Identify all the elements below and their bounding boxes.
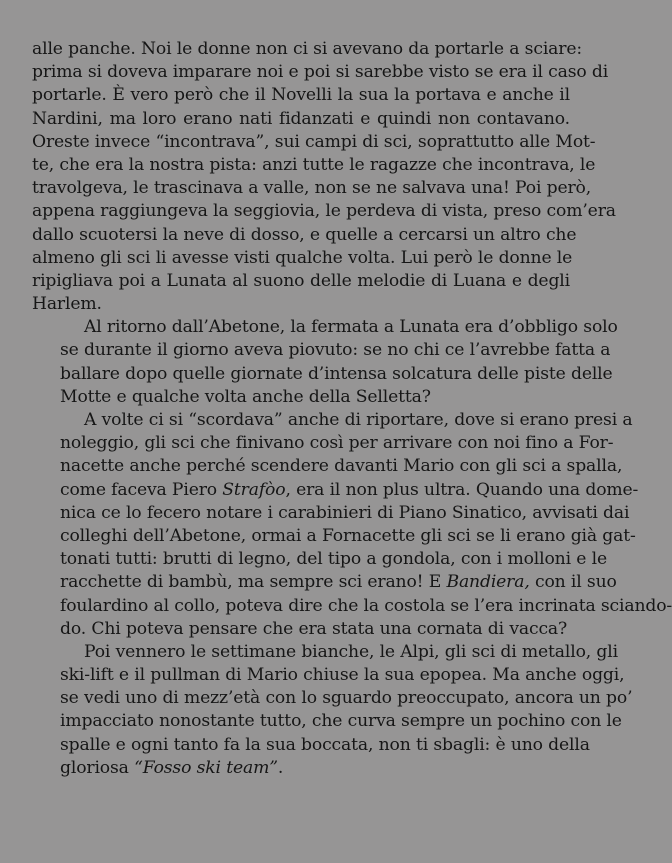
- text-run: colleghi dell’Abetone, ormai a Fornacette gli sci se li erano già gat-: [60, 525, 636, 546]
- text-run: foulardino al collo, poteva dire che la costola se l’era incrinata sciando-: [60, 595, 672, 616]
- text-run: nica ce lo fecero notare i carabinieri di Piano Sinatico, avvisati dai: [60, 502, 630, 523]
- text-run: Harlem.: [32, 294, 102, 315]
- text-line: [32, 432, 614, 455]
- text-run: nacette anche perché scendere davanti Mario con gli sci a spalla,: [60, 456, 623, 477]
- text-line: [32, 618, 570, 641]
- text-line: [32, 710, 622, 733]
- text-line: [32, 131, 596, 154]
- text-run: racchette di bambù, ma sempre sci erano! E: [60, 572, 447, 593]
- text-run: portarle. È vero però che il Novelli la sua la portava e anche il: [32, 85, 570, 106]
- text-line: [32, 224, 577, 247]
- text-line: [32, 595, 672, 618]
- text-run: appena raggiungeva la seggiovia, le perdeva di vista, preso com’era: [32, 201, 616, 222]
- text-line: [32, 525, 636, 548]
- text-line: [32, 177, 592, 200]
- text-line: [32, 61, 609, 84]
- text-line: [32, 270, 570, 293]
- text-run: con il suo: [529, 572, 617, 593]
- text-run: te, che era la nostra pista: anzi tutte le ragazze che incontrava, le: [32, 154, 596, 175]
- text-run: .: [277, 757, 284, 778]
- text-line: [32, 293, 570, 316]
- text-run: alle panche. Noi le donne non ci si avevano da portarle a sciare:: [32, 39, 582, 59]
- text-line: [32, 687, 633, 710]
- text-line: [32, 571, 617, 594]
- text-run: prima si doveva imparare noi e poi si sarebbe visto se era il caso di: [32, 62, 609, 83]
- text-run: do. Chi poteva pensare che era stata una cornata di vacca?: [60, 618, 568, 639]
- text-run: A volte ci si “scordava” anche di riportare, dove si erano presi a: [84, 410, 633, 430]
- text-line: [32, 479, 639, 502]
- text-line: [32, 363, 613, 386]
- text-line: [32, 455, 623, 478]
- text-run: , era il non plus ultra. Quando una dome-: [285, 479, 639, 500]
- paragraph: [32, 38, 616, 316]
- text-line: [32, 339, 611, 362]
- text-line: [32, 757, 570, 780]
- text-line: [32, 84, 570, 107]
- document-page: [32, 38, 672, 780]
- text-line: [32, 734, 590, 757]
- text-run: travolgeva, le trascinava a valle, non se ne salvava una! Poi però,: [32, 178, 592, 199]
- text-line: [32, 154, 596, 177]
- text-run: Poi vennero le settimane bianche, le Alpi, gli sci di metallo, gli: [84, 641, 618, 662]
- text-line: [32, 386, 570, 409]
- text-line: [32, 664, 625, 687]
- text-line: [32, 548, 607, 571]
- text-line: [32, 38, 582, 61]
- paragraph: [32, 409, 672, 641]
- text-line: [32, 641, 618, 664]
- text-run: se vedi uno di mezz’età con lo sguardo preoccupato, ancora un po’: [60, 688, 633, 709]
- text-run: ballare dopo quelle giornate d’intensa solcatura delle piste delle: [60, 363, 613, 384]
- text-run: Motte e qualche volta anche della Selletta?: [60, 386, 431, 407]
- text-run: gloriosa: [60, 757, 135, 778]
- text-run: se durante il giorno aveva piovuto: se no chi ce l’avrebbe fatta a: [60, 340, 611, 361]
- text-run: tonati tutti: brutti di legno, del tipo a gondola, con i molloni e le: [60, 549, 607, 570]
- text-line: [32, 247, 573, 270]
- italic-text: Strafòo: [222, 479, 286, 500]
- text-line: [32, 409, 633, 432]
- italic-text: Bandiera,: [446, 572, 530, 593]
- text-run: come faceva Piero: [60, 479, 223, 500]
- paragraph: [32, 316, 618, 409]
- text-run: Oreste invece “incontrava”, sui campi di sci, soprattutto alle Mot-: [32, 131, 596, 152]
- text-run: impacciato nonostante tutto, che curva sempre un pochino con le: [60, 711, 622, 732]
- text-run: almeno gli sci li avesse visti qualche volta. Lui però le donne le: [32, 247, 573, 268]
- text-line: [32, 200, 616, 223]
- text-line: [32, 502, 630, 525]
- text-run: Nardini, ma loro erano nati fidanzati e quindi non contavano.: [32, 108, 570, 129]
- text-line: [32, 108, 570, 131]
- paragraph: [32, 641, 633, 780]
- text-run: ski-lift e il pullman di Mario chiuse la sua epopea. Ma anche oggi,: [60, 665, 625, 686]
- text-run: ripigliava poi a Lunata al suono delle melodie di Luana e degli: [32, 270, 570, 291]
- text-line: [32, 316, 618, 339]
- text-run: dallo scuotersi la neve di dosso, e quelle a cercarsi un altro che: [32, 224, 577, 245]
- text-run: Al ritorno dall’Abetone, la fermata a Lunata era d’obbligo solo: [84, 317, 618, 338]
- text-run: spalle e ogni tanto fa la sua boccata, non ti sbagli: è uno della: [60, 734, 590, 755]
- italic-text: “Fosso ski team”: [134, 757, 278, 778]
- text-run: noleggio, gli sci che finivano così per arrivare con noi fino a For-: [60, 433, 614, 454]
